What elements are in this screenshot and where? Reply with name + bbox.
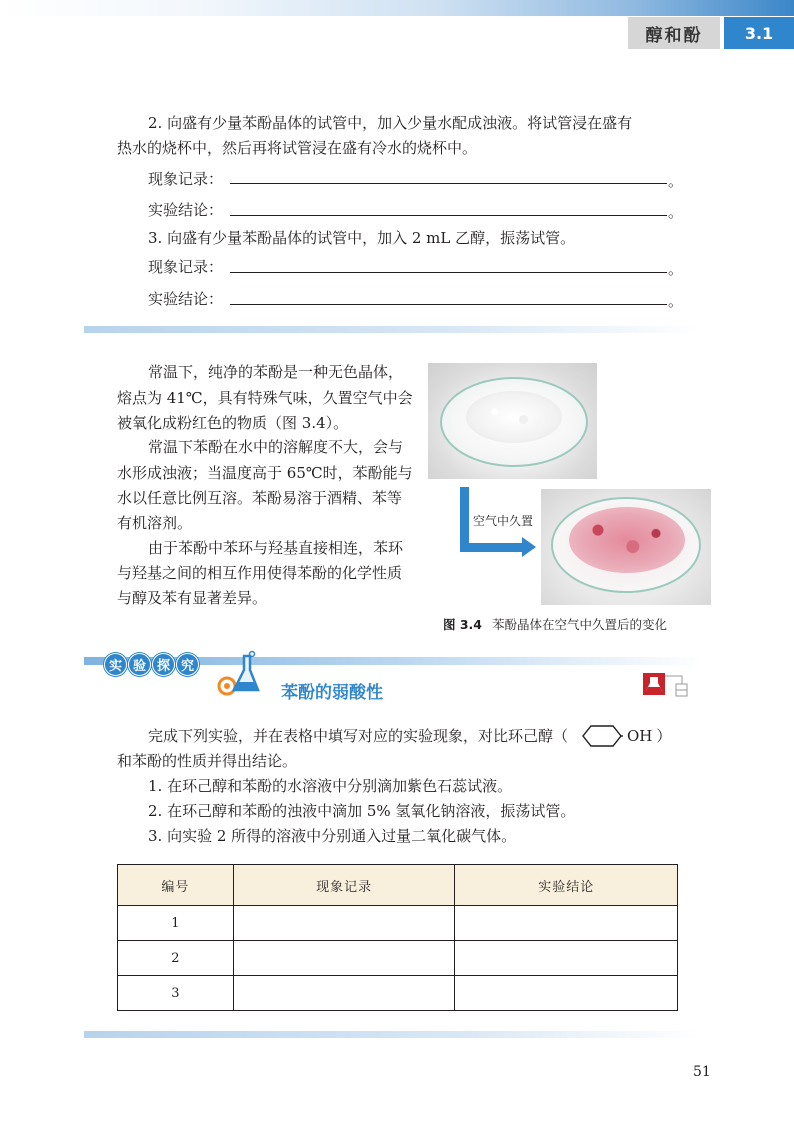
arrow-shaft (460, 543, 524, 552)
arrow-right-icon (522, 537, 536, 557)
explore-badge: 验 (128, 653, 151, 676)
conclusion-cell[interactable] (455, 906, 678, 941)
explore-step: 2. 在环己醇和苯酚的浊液中滴加 5% 氢氧化钠溶液，振荡试管。 (148, 802, 576, 820)
explore-badge: 究 (176, 653, 199, 676)
page-number: 51 (693, 1064, 711, 1080)
record-period-2: 。 (668, 260, 684, 278)
conclusion-cell[interactable] (455, 976, 678, 1011)
white-crystals (466, 391, 562, 443)
conclusion-label-1: 实验结论： (148, 201, 224, 219)
explore-intro-line2: 和苯酚的性质并得出结论。 (117, 752, 298, 770)
cyclohexanol-structure (581, 723, 671, 749)
section-divider (84, 326, 704, 333)
record-label-2: 现象记录： (148, 258, 224, 276)
body-line: 有机溶剂。 (117, 514, 193, 532)
figure-number: 图 3.4 (443, 617, 482, 632)
row-id: 1 (118, 906, 234, 941)
row-id: 3 (118, 976, 234, 1011)
explore-step: 3. 向实验 2 所得的溶液中分别通入过量二氧化碳气体。 (148, 827, 517, 845)
chapter-title: 醇和酚 (628, 17, 720, 49)
figure-caption-text: 苯酚晶体在空气中久置后的变化 (492, 617, 668, 632)
bottom-divider (84, 1031, 704, 1038)
body-line: 水形成浊液；当温度高于 65℃时，苯酚能与 (117, 464, 413, 482)
record-cell[interactable] (233, 906, 455, 941)
results-table (117, 864, 678, 1011)
body-line: 与醇及苯有显著差异。 (117, 589, 268, 607)
column-header-conclusion: 实验结论 (455, 865, 678, 906)
body-line: 被氧化成粉红色的物质（图 3.4）。 (117, 414, 349, 432)
figure-caption (443, 615, 667, 633)
cyclohexane-ring-icon (581, 724, 623, 748)
body-line: 常温下苯酚在水中的溶解度不大，会与 (148, 438, 404, 456)
body-line: 熔点为 41℃，具有特殊气味，久置空气中会 (117, 389, 413, 407)
explore-title: 苯酚的弱酸性 (281, 683, 383, 703)
conclusion-label-2: 实验结论： (148, 290, 224, 308)
top-gradient-band (0, 0, 794, 16)
pink-crystals (569, 507, 685, 573)
body-line: 水以任意比例互溶。苯酚易溶于酒精、苯等 (117, 489, 403, 507)
phenol-crystal-photo-fresh (428, 363, 597, 479)
explore-intro-line1: 完成下列实验，并在表格中填写对应的实验现象，对比环己醇（ (148, 727, 569, 745)
record-period-1: 。 (668, 172, 684, 190)
intro-close-paren: ） (656, 727, 672, 745)
record-blank-1[interactable] (230, 183, 667, 184)
experiment-item-2-line1: 2. 向盛有少量苯酚晶体的试管中，加入少量水配成浊液。将试管浸在盛有 (148, 114, 633, 132)
record-cell[interactable] (233, 941, 455, 976)
row-id: 2 (118, 941, 234, 976)
body-line: 与羟基之间的相互作用使得苯酚的化学性质 (117, 564, 403, 582)
experiment-item-2-line2: 热水的烧杯中，然后再将试管浸在盛有冷水的烧杯中。 (117, 139, 478, 157)
column-header-id: 编号 (118, 865, 234, 906)
table-row (118, 941, 678, 976)
column-header-record: 现象记录 (233, 865, 455, 906)
experiment-item-3: 3. 向盛有少量苯酚晶体的试管中，加入 2 mL 乙醇，振荡试管。 (148, 229, 576, 247)
body-line: 由于苯酚中苯环与羟基直接相连，苯环 (148, 539, 404, 557)
explore-badge: 探 (152, 653, 175, 676)
chapter-number: 3.1 (724, 17, 794, 49)
lab-safety-icon (642, 672, 704, 698)
record-blank-2[interactable] (230, 272, 667, 273)
explore-badge: 实 (104, 653, 127, 676)
flask-gear-icon (214, 650, 264, 698)
table-row (118, 976, 678, 1011)
hydroxyl-label: OH (627, 727, 653, 745)
record-label-1: 现象记录： (148, 170, 224, 188)
explore-step: 1. 在环己醇和苯酚的水溶液中分别滴加紫色石蕊试液。 (148, 777, 513, 795)
body-line: 常温下，纯净的苯酚是一种无色晶体， (148, 363, 404, 381)
conclusion-blank-2[interactable] (230, 304, 667, 305)
arrow-label: 空气中久置 (473, 514, 534, 528)
phenol-crystal-photo-oxidized (541, 489, 711, 605)
record-cell[interactable] (233, 976, 455, 1011)
table-row (118, 906, 678, 941)
conclusion-blank-1[interactable] (230, 215, 667, 216)
explore-badge-group (104, 653, 199, 676)
conclusion-period-2: 。 (668, 292, 684, 310)
conclusion-period-1: 。 (668, 203, 684, 221)
conclusion-cell[interactable] (455, 941, 678, 976)
table-header-row (118, 865, 678, 906)
